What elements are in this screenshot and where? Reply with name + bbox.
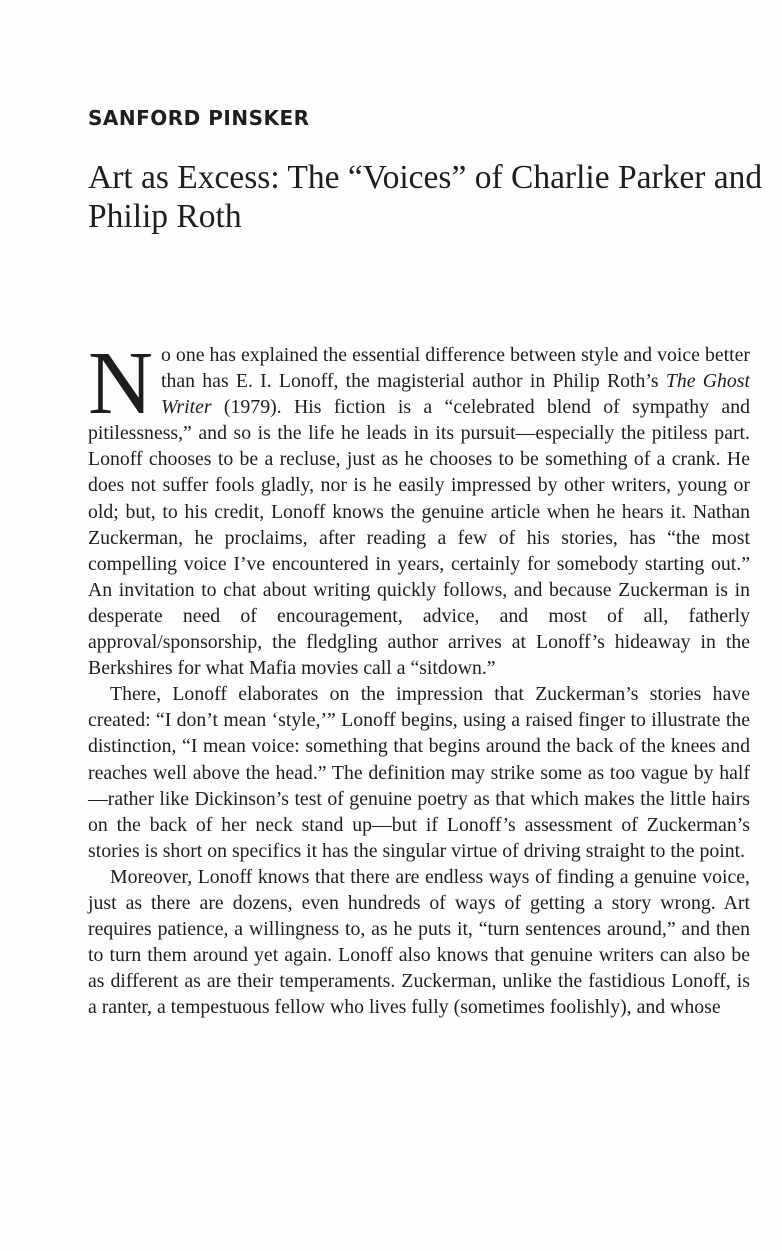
paragraph-1-text-a: o one has explained the essential difference between style and voice better than has E. I. Lonoff, the magisterial author in Philip Roth’s — [161, 344, 750, 393]
article-body — [88, 334, 750, 1020]
book-title-italic: The Ghost Writer — [161, 370, 750, 419]
paragraph-2: There, Lonoff elaborates on the impression that Zuckerman’s stories have created: “I don’t mean ‘style,’” Lonoff begins, using a raised finger to illustrate the distinction, “I mean voice: something that begins around the back of the knees and reaches well above the head.” The definition may strike some as too vague by half—rather like Dickinson’s test of genuine poetry as that which makes the little hairs on the back of her neck stand up—but if Lonoff’s assessment of Zuckerman’s stories is short on specifics it has the singular virtue of driving straight to the point. — [88, 683, 750, 862]
paragraph-1 — [88, 334, 750, 681]
paragraph-3: Moreover, Lonoff knows that there are endless ways of finding a genuine voice, just as there are dozens, even hundreds of ways of getting a story wrong. Art requires patience, a willingness to, as he puts it, “turn sentences around,” and then to turn them around yet again. Lonoff also knows that genuine writers can also be as different as are their temperaments. Zuckerman, unlike the fastidious Lonoff, is a ranter, a tempestuous fellow who lives fully (sometimes foolishly), and whose — [88, 865, 750, 1019]
article-title: Art as Excess: The “Voices” of Charlie Parker and Philip Roth — [88, 159, 763, 235]
author-name: SANFORD PINSKER — [88, 106, 310, 130]
paragraph-1-text-b: (1979). His fiction is a “celebrated blend of sympathy and pitilessness,” and so is the life he leads in its pursuit—especially the pitiless part. Lonoff chooses to be a recluse, just as he chooses to be something of a crank. He does not suffer fools gladly, nor is he easily impressed by other writers, young or old; but, to his credit, Lonoff knows the genuine article when he hears it. Nathan Zuckerman, he proclaims, after reading a few of his stories, has “the most compelling voice I’ve encountered in years, certainly for somebody starting out.” An invitation to chat about writing quickly follows, and because Zuckerman is in desperate need of encouragement, advice, and most of all, fatherly approval/sponsorship, the fledgling author arrives at Lonoff’s hideaway in the Berkshires for what Mafia movies call a “sitdown.” — [88, 396, 750, 680]
drop-cap: N — [88, 334, 153, 433]
